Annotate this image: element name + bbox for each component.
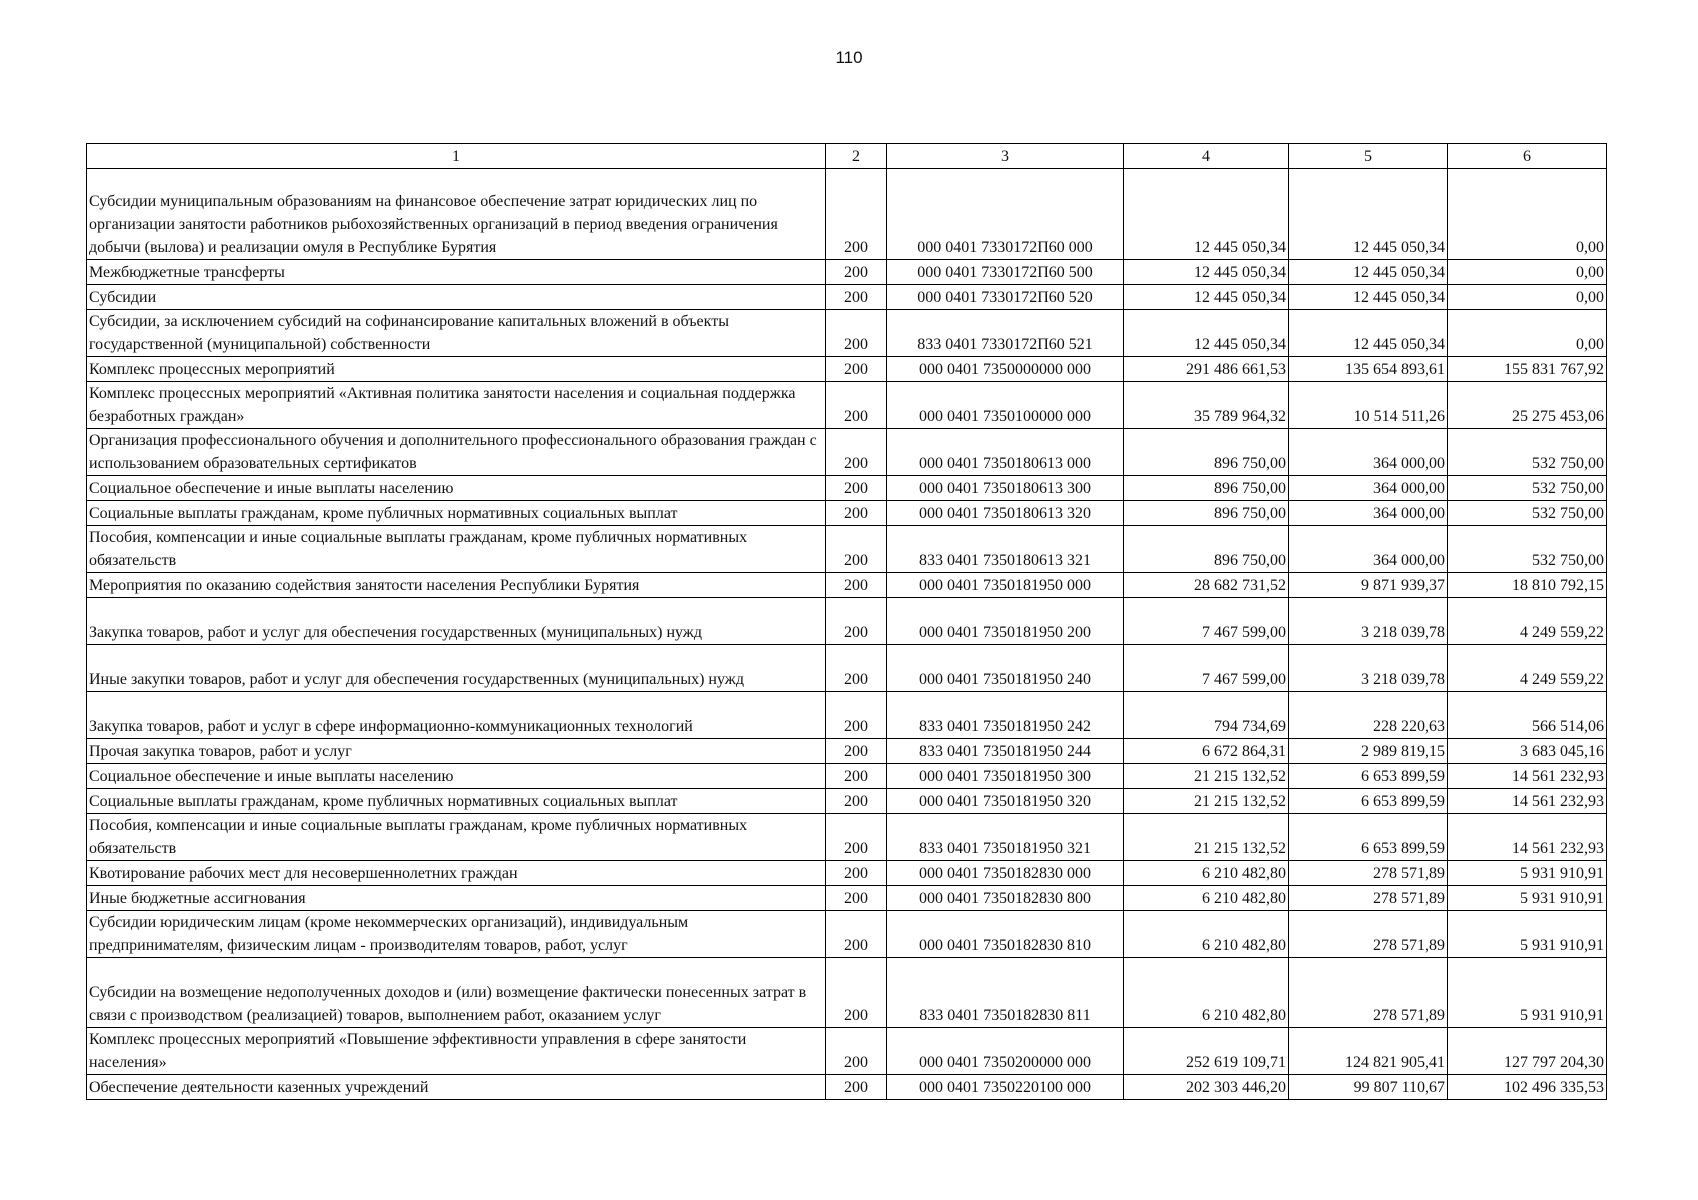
row-unexecuted: 127 797 204,30 bbox=[1448, 1028, 1607, 1075]
row-unexecuted: 4 249 559,22 bbox=[1448, 598, 1607, 645]
row-line-code: 200 bbox=[826, 573, 887, 598]
row-executed: 6 653 899,59 bbox=[1289, 764, 1448, 789]
row-approved: 6 672 864,31 bbox=[1124, 739, 1289, 764]
table-row bbox=[87, 285, 1607, 310]
row-approved: 896 750,00 bbox=[1124, 526, 1289, 573]
row-executed: 364 000,00 bbox=[1289, 476, 1448, 501]
row-approved: 202 303 446,20 bbox=[1124, 1075, 1289, 1100]
row-name: Межбюджетные трансферты bbox=[87, 260, 826, 285]
row-approved: 6 210 482,80 bbox=[1124, 861, 1289, 886]
row-unexecuted: 4 249 559,22 bbox=[1448, 645, 1607, 692]
row-name: Обеспечение деятельности казенных учреждений bbox=[87, 1075, 826, 1100]
row-executed: 12 445 050,34 bbox=[1289, 260, 1448, 285]
row-line-code: 200 bbox=[826, 911, 887, 958]
row-name: Прочая закупка товаров, работ и услуг bbox=[87, 739, 826, 764]
column-header-2: 2 bbox=[826, 144, 887, 169]
row-executed: 278 571,89 bbox=[1289, 911, 1448, 958]
table-row bbox=[87, 169, 1607, 260]
row-budget-code: 000 0401 7350182830 800 bbox=[887, 886, 1124, 911]
row-executed: 278 571,89 bbox=[1289, 861, 1448, 886]
row-unexecuted: 5 931 910,91 bbox=[1448, 958, 1607, 1028]
row-name: Социальные выплаты гражданам, кроме публичных нормативных социальных выплат bbox=[87, 501, 826, 526]
row-approved: 896 750,00 bbox=[1124, 429, 1289, 476]
row-line-code: 200 bbox=[826, 764, 887, 789]
row-approved: 21 215 132,52 bbox=[1124, 789, 1289, 814]
row-executed: 12 445 050,34 bbox=[1289, 310, 1448, 357]
row-executed: 99 807 110,67 bbox=[1289, 1075, 1448, 1100]
column-header-6: 6 bbox=[1448, 144, 1607, 169]
row-line-code: 200 bbox=[826, 739, 887, 764]
row-budget-code: 000 0401 7350181950 320 bbox=[887, 789, 1124, 814]
row-unexecuted: 25 275 453,06 bbox=[1448, 382, 1607, 429]
table-row bbox=[87, 526, 1607, 573]
table-row bbox=[87, 789, 1607, 814]
table-row bbox=[87, 764, 1607, 789]
row-executed: 6 653 899,59 bbox=[1289, 789, 1448, 814]
row-line-code: 200 bbox=[826, 501, 887, 526]
row-unexecuted: 0,00 bbox=[1448, 169, 1607, 260]
row-name: Социальные выплаты гражданам, кроме публичных нормативных социальных выплат bbox=[87, 789, 826, 814]
table-row bbox=[87, 645, 1607, 692]
row-budget-code: 833 0401 7350181950 321 bbox=[887, 814, 1124, 861]
row-approved: 896 750,00 bbox=[1124, 476, 1289, 501]
row-unexecuted: 0,00 bbox=[1448, 310, 1607, 357]
row-approved: 6 210 482,80 bbox=[1124, 911, 1289, 958]
row-line-code: 200 bbox=[826, 861, 887, 886]
table-row bbox=[87, 476, 1607, 501]
row-executed: 364 000,00 bbox=[1289, 429, 1448, 476]
row-executed: 3 218 039,78 bbox=[1289, 645, 1448, 692]
row-executed: 3 218 039,78 bbox=[1289, 598, 1448, 645]
row-unexecuted: 532 750,00 bbox=[1448, 476, 1607, 501]
row-executed: 10 514 511,26 bbox=[1289, 382, 1448, 429]
row-line-code: 200 bbox=[826, 789, 887, 814]
row-budget-code: 000 0401 7350181950 300 bbox=[887, 764, 1124, 789]
row-approved: 12 445 050,34 bbox=[1124, 260, 1289, 285]
row-executed: 6 653 899,59 bbox=[1289, 814, 1448, 861]
row-line-code: 200 bbox=[826, 310, 887, 357]
row-name: Иные бюджетные ассигнования bbox=[87, 886, 826, 911]
row-name: Мероприятия по оказанию содействия занятости населения Республики Бурятия bbox=[87, 573, 826, 598]
row-executed: 2 989 819,15 bbox=[1289, 739, 1448, 764]
row-name: Закупка товаров, работ и услуг для обеспечения государственных (муниципальных) нужд bbox=[87, 598, 826, 645]
row-line-code: 200 bbox=[826, 429, 887, 476]
row-unexecuted: 102 496 335,53 bbox=[1448, 1075, 1607, 1100]
table-row bbox=[87, 429, 1607, 476]
row-line-code: 200 bbox=[826, 357, 887, 382]
row-line-code: 200 bbox=[826, 692, 887, 739]
row-line-code: 200 bbox=[826, 526, 887, 573]
row-line-code: 200 bbox=[826, 1028, 887, 1075]
row-budget-code: 000 0401 7330172П60 000 bbox=[887, 169, 1124, 260]
table-row bbox=[87, 382, 1607, 429]
row-executed: 278 571,89 bbox=[1289, 958, 1448, 1028]
table-row bbox=[87, 357, 1607, 382]
row-name: Квотирование рабочих мест для несовершеннолетних граждан bbox=[87, 861, 826, 886]
row-budget-code: 000 0401 7350200000 000 bbox=[887, 1028, 1124, 1075]
row-name: Субсидии юридическим лицам (кроме некоммерческих организаций), индивидуальным предпринимателям, физическим лицам - производителям товаров, работ, услуг bbox=[87, 911, 826, 958]
row-unexecuted: 14 561 232,93 bbox=[1448, 814, 1607, 861]
table-row bbox=[87, 861, 1607, 886]
row-approved: 12 445 050,34 bbox=[1124, 169, 1289, 260]
row-approved: 7 467 599,00 bbox=[1124, 645, 1289, 692]
row-budget-code: 833 0401 7350181950 242 bbox=[887, 692, 1124, 739]
row-name: Организация профессионального обучения и дополнительного профессионального образования граждан с использованием образовательных сертификатов bbox=[87, 429, 826, 476]
row-line-code: 200 bbox=[826, 814, 887, 861]
row-unexecuted: 532 750,00 bbox=[1448, 526, 1607, 573]
row-name: Пособия, компенсации и иные социальные выплаты гражданам, кроме публичных нормативных обязательств bbox=[87, 526, 826, 573]
column-number-row bbox=[87, 144, 1607, 169]
row-unexecuted: 18 810 792,15 bbox=[1448, 573, 1607, 598]
table-row bbox=[87, 1028, 1607, 1075]
row-name: Социальное обеспечение и иные выплаты населению bbox=[87, 764, 826, 789]
row-budget-code: 000 0401 7350181950 240 bbox=[887, 645, 1124, 692]
row-name: Пособия, компенсации и иные социальные выплаты гражданам, кроме публичных нормативных обязательств bbox=[87, 814, 826, 861]
row-approved: 12 445 050,34 bbox=[1124, 310, 1289, 357]
row-budget-code: 833 0401 7350181950 244 bbox=[887, 739, 1124, 764]
row-line-code: 200 bbox=[826, 169, 887, 260]
row-approved: 35 789 964,32 bbox=[1124, 382, 1289, 429]
row-approved: 6 210 482,80 bbox=[1124, 958, 1289, 1028]
table-row bbox=[87, 1075, 1607, 1100]
row-name: Закупка товаров, работ и услуг в сфере информационно-коммуникационных технологий bbox=[87, 692, 826, 739]
row-name: Субсидии bbox=[87, 285, 826, 310]
row-budget-code: 000 0401 7350100000 000 bbox=[887, 382, 1124, 429]
table-row bbox=[87, 739, 1607, 764]
table-row bbox=[87, 958, 1607, 1028]
row-budget-code: 000 0401 7350181950 000 bbox=[887, 573, 1124, 598]
row-approved: 12 445 050,34 bbox=[1124, 285, 1289, 310]
row-budget-code: 833 0401 7350180613 321 bbox=[887, 526, 1124, 573]
table-row bbox=[87, 886, 1607, 911]
table-row bbox=[87, 692, 1607, 739]
row-unexecuted: 0,00 bbox=[1448, 285, 1607, 310]
table-row bbox=[87, 911, 1607, 958]
column-header-1: 1 bbox=[87, 144, 826, 169]
row-executed: 9 871 939,37 bbox=[1289, 573, 1448, 598]
row-name: Социальное обеспечение и иные выплаты населению bbox=[87, 476, 826, 501]
row-unexecuted: 566 514,06 bbox=[1448, 692, 1607, 739]
table-row bbox=[87, 573, 1607, 598]
row-budget-code: 000 0401 7350000000 000 bbox=[887, 357, 1124, 382]
row-approved: 7 467 599,00 bbox=[1124, 598, 1289, 645]
row-executed: 228 220,63 bbox=[1289, 692, 1448, 739]
row-line-code: 200 bbox=[826, 260, 887, 285]
row-executed: 364 000,00 bbox=[1289, 526, 1448, 573]
row-unexecuted: 5 931 910,91 bbox=[1448, 861, 1607, 886]
row-unexecuted: 5 931 910,91 bbox=[1448, 886, 1607, 911]
row-budget-code: 833 0401 7350182830 811 bbox=[887, 958, 1124, 1028]
row-budget-code: 000 0401 7350220100 000 bbox=[887, 1075, 1124, 1100]
row-unexecuted: 155 831 767,92 bbox=[1448, 357, 1607, 382]
row-line-code: 200 bbox=[826, 886, 887, 911]
table-row bbox=[87, 814, 1607, 861]
row-budget-code: 000 0401 7330172П60 500 bbox=[887, 260, 1124, 285]
row-name: Субсидии, за исключением субсидий на софинансирование капитальных вложений в объекты государственной (муниципальной) собственности bbox=[87, 310, 826, 357]
page-number: 110 bbox=[835, 48, 863, 67]
table-row bbox=[87, 260, 1607, 285]
column-header-5: 5 bbox=[1289, 144, 1448, 169]
row-name: Комплекс процессных мероприятий bbox=[87, 357, 826, 382]
row-line-code: 200 bbox=[826, 285, 887, 310]
row-approved: 21 215 132,52 bbox=[1124, 764, 1289, 789]
row-approved: 291 486 661,53 bbox=[1124, 357, 1289, 382]
row-budget-code: 000 0401 7350182830 810 bbox=[887, 911, 1124, 958]
column-header-3: 3 bbox=[887, 144, 1124, 169]
row-approved: 252 619 109,71 bbox=[1124, 1028, 1289, 1075]
row-name: Иные закупки товаров, работ и услуг для обеспечения государственных (муниципальных) нужд bbox=[87, 645, 826, 692]
row-executed: 124 821 905,41 bbox=[1289, 1028, 1448, 1075]
row-unexecuted: 532 750,00 bbox=[1448, 501, 1607, 526]
row-approved: 794 734,69 bbox=[1124, 692, 1289, 739]
row-approved: 896 750,00 bbox=[1124, 501, 1289, 526]
budget-execution-table bbox=[86, 143, 1607, 1100]
row-line-code: 200 bbox=[826, 476, 887, 501]
row-budget-code: 000 0401 7350181950 200 bbox=[887, 598, 1124, 645]
row-unexecuted: 532 750,00 bbox=[1448, 429, 1607, 476]
row-approved: 6 210 482,80 bbox=[1124, 886, 1289, 911]
column-header-4: 4 bbox=[1124, 144, 1289, 169]
row-executed: 364 000,00 bbox=[1289, 501, 1448, 526]
table-row bbox=[87, 310, 1607, 357]
row-name: Комплекс процессных мероприятий «Активная политика занятости населения и социальная поддержка безработных граждан» bbox=[87, 382, 826, 429]
row-budget-code: 833 0401 7330172П60 521 bbox=[887, 310, 1124, 357]
row-budget-code: 000 0401 7350182830 000 bbox=[887, 861, 1124, 886]
row-line-code: 200 bbox=[826, 598, 887, 645]
table-row bbox=[87, 501, 1607, 526]
row-unexecuted: 14 561 232,93 bbox=[1448, 764, 1607, 789]
row-executed: 135 654 893,61 bbox=[1289, 357, 1448, 382]
row-executed: 278 571,89 bbox=[1289, 886, 1448, 911]
row-approved: 28 682 731,52 bbox=[1124, 573, 1289, 598]
row-unexecuted: 0,00 bbox=[1448, 260, 1607, 285]
row-budget-code: 000 0401 7350180613 320 bbox=[887, 501, 1124, 526]
row-line-code: 200 bbox=[826, 1075, 887, 1100]
row-line-code: 200 bbox=[826, 958, 887, 1028]
row-executed: 12 445 050,34 bbox=[1289, 169, 1448, 260]
row-budget-code: 000 0401 7350180613 300 bbox=[887, 476, 1124, 501]
table-row bbox=[87, 598, 1607, 645]
row-line-code: 200 bbox=[826, 382, 887, 429]
row-approved: 21 215 132,52 bbox=[1124, 814, 1289, 861]
row-line-code: 200 bbox=[826, 645, 887, 692]
row-name: Субсидии муниципальным образованиям на финансовое обеспечение затрат юридических лиц по организации занятости работников рыбохозяйственных организаций в период введения ограничения добычи (вылова) и реализации омуля в Республике Бурятия bbox=[87, 169, 826, 260]
row-name: Субсидии на возмещение недополученных доходов и (или) возмещение фактически понесенных затрат в связи с производством (реализацией) товаров, выполнением работ, оказанием услуг bbox=[87, 958, 826, 1028]
row-budget-code: 000 0401 7350180613 000 bbox=[887, 429, 1124, 476]
row-unexecuted: 5 931 910,91 bbox=[1448, 911, 1607, 958]
row-executed: 12 445 050,34 bbox=[1289, 285, 1448, 310]
row-budget-code: 000 0401 7330172П60 520 bbox=[887, 285, 1124, 310]
row-name: Комплекс процессных мероприятий «Повышение эффективности управления в сфере занятости населения» bbox=[87, 1028, 826, 1075]
row-unexecuted: 3 683 045,16 bbox=[1448, 739, 1607, 764]
row-unexecuted: 14 561 232,93 bbox=[1448, 789, 1607, 814]
